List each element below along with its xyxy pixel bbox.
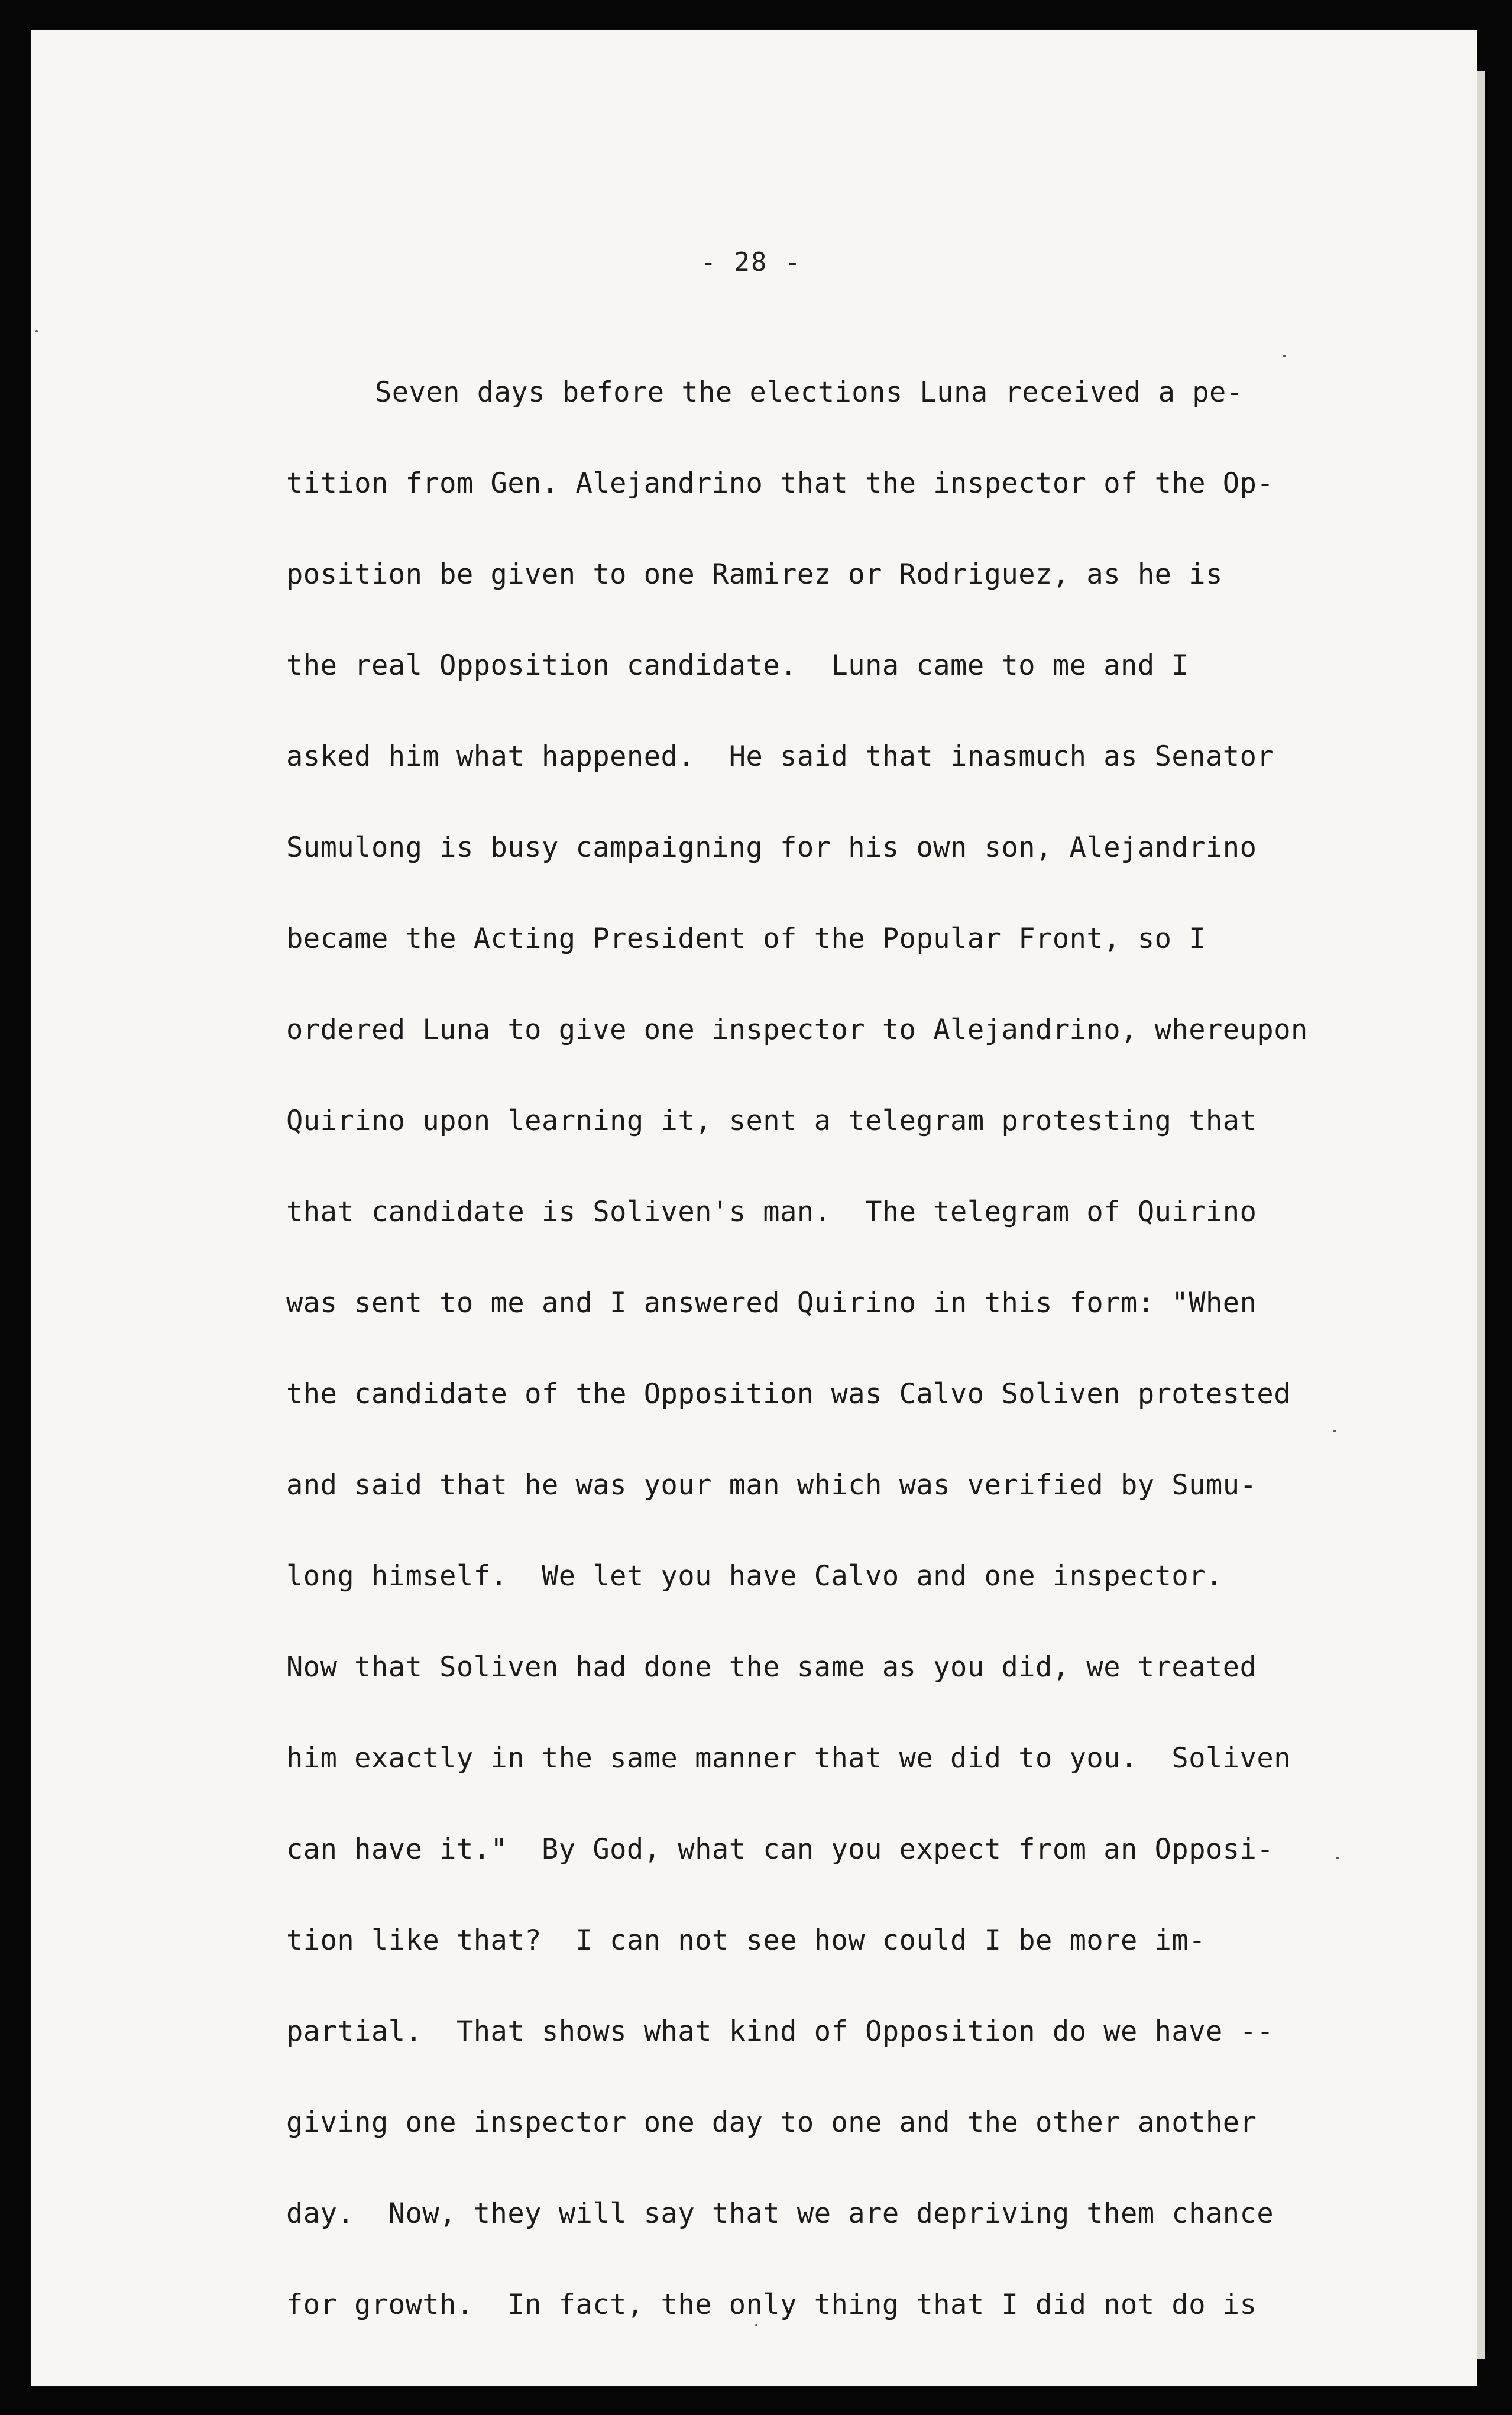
page-number: - 28 -: [700, 247, 802, 277]
text-line: and said that he was your man which was verified by Sumu-: [286, 1469, 1257, 1501]
text-line: Seven days before the elections Luna received a pe-: [375, 376, 1244, 409]
text-line: day. Now, they will say that we are depriving them chance: [286, 2197, 1274, 2230]
text-line: can have it." By God, what can you expect from an Opposi-: [286, 1833, 1274, 1866]
paper-speck: [1336, 1857, 1339, 1859]
page-edge: [1477, 71, 1485, 2359]
text-line: partial. That shows what kind of Opposition do we have --: [286, 2015, 1274, 2048]
text-line: tion like that? I can not see how could I be more im-: [286, 1924, 1206, 1957]
paper-speck: [35, 330, 38, 332]
text-line: long himself. We let you have Calvo and one inspector.: [286, 1560, 1223, 1592]
text-line: Quirino upon learning it, sent a telegram protesting that: [286, 1105, 1257, 1137]
text-line: position be given to one Ramirez or Rodriguez, as he is: [286, 558, 1223, 591]
text-line: for growth. In fact, the only thing that I did not do is: [286, 2288, 1257, 2321]
text-line: became the Acting President of the Popular Front, so I: [286, 922, 1206, 955]
text-line: Now that Soliven had done the same as you did, we treated: [286, 1651, 1257, 1684]
paper-speck: [1333, 1430, 1336, 1432]
text-line: was sent to me and I answered Quirino in this form: "When: [286, 1287, 1257, 1319]
body-text: [286, 368, 1410, 2371]
paper-speck: [1283, 355, 1286, 357]
text-line: tition from Gen. Alejandrino that the inspector of the Op-: [286, 467, 1274, 500]
text-line: ordered Luna to give one inspector to Alejandrino, whereupon: [286, 1014, 1308, 1046]
text-line: the real Opposition candidate. Luna came to me and I: [286, 649, 1189, 682]
text-line: him exactly in the same manner that we did to you. Soliven: [286, 1742, 1291, 1775]
text-line: asked him what happened. He said that inasmuch as Senator: [286, 740, 1274, 773]
text-line: Sumulong is busy campaigning for his own son, Alejandrino: [286, 831, 1257, 864]
paper-speck: [755, 2324, 757, 2326]
text-line: the candidate of the Opposition was Calvo Soliven protested: [286, 1378, 1291, 1410]
text-line: giving one inspector one day to one and the other another: [286, 2106, 1257, 2139]
text-line: that candidate is Soliven's man. The telegram of Quirino: [286, 1196, 1257, 1228]
